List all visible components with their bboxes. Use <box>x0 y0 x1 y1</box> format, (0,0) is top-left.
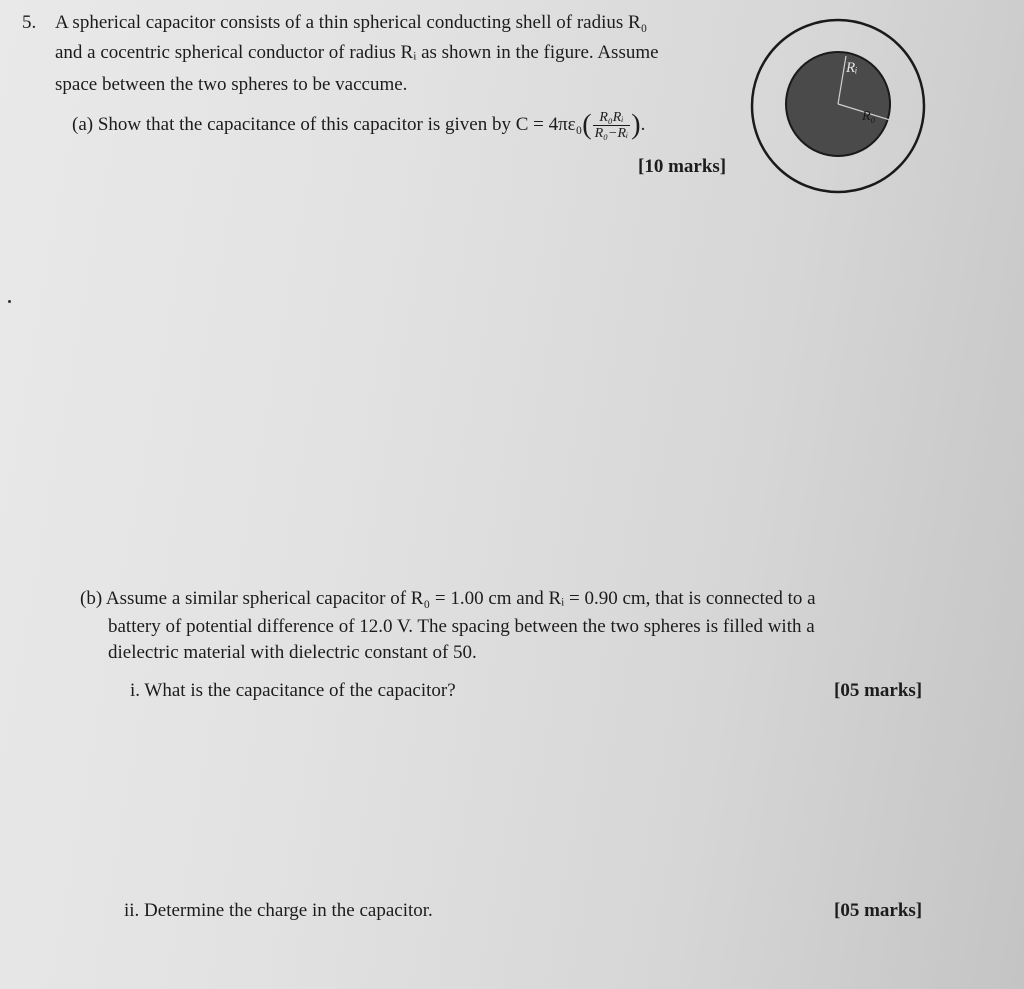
left-paren: ( <box>582 109 592 141</box>
fraction-denominator: R₀−Rᵢ <box>594 126 629 141</box>
part-a-statement: (a) Show that the capacitance of this capacitor is given by C = 4πε₀( $\frac{\text{R₀Rᵢ}}{\text{R₀−Rᵢ}}$ ). <box>72 109 646 141</box>
inner-radius-label: Rᵢ <box>846 60 858 76</box>
part-b-line-1: (b) Assume a similar spherical capacitor of R₀ = 1.00 cm and Rᵢ = 0.90 cm, that is connected to a <box>80 588 816 609</box>
part-b-line-2: battery of potential difference of 12.0 V. The spacing between the two spheres is filled with a <box>108 616 815 637</box>
question-number: 5. <box>22 12 37 33</box>
intro-line-3: space between the two spheres to be vaccume. <box>55 74 408 95</box>
sub-question-i-marks: [05 marks] <box>834 680 923 701</box>
fraction-numerator: R₀Rᵢ <box>593 110 631 126</box>
part-a-marks: [10 marks] <box>638 156 727 177</box>
sub-question-ii: ii. Determine the charge in the capacitor. <box>124 900 433 921</box>
right-paren: ) <box>631 109 641 141</box>
sub-question-i: i. What is the capacitance of the capacitor? <box>130 680 456 701</box>
spherical-capacitor-figure <box>748 16 928 196</box>
part-a-text: (a) Show that the capacitance of this capacitor is given by C = 4πε₀ <box>72 113 583 135</box>
sub-question-ii-marks: [05 marks] <box>834 900 923 921</box>
stray-mark <box>8 300 11 303</box>
outer-radius-label: R₀ <box>862 109 876 124</box>
intro-line-1: A spherical capacitor consists of a thin spherical conducting shell of radius R₀ <box>55 12 648 33</box>
intro-line-2: and a cocentric spherical conductor of radius Rᵢ as shown in the figure. Assume <box>55 42 659 63</box>
capacitance-fraction <box>593 110 631 141</box>
part-b-line-3: dielectric material with dielectric constant of 50. <box>108 642 477 663</box>
